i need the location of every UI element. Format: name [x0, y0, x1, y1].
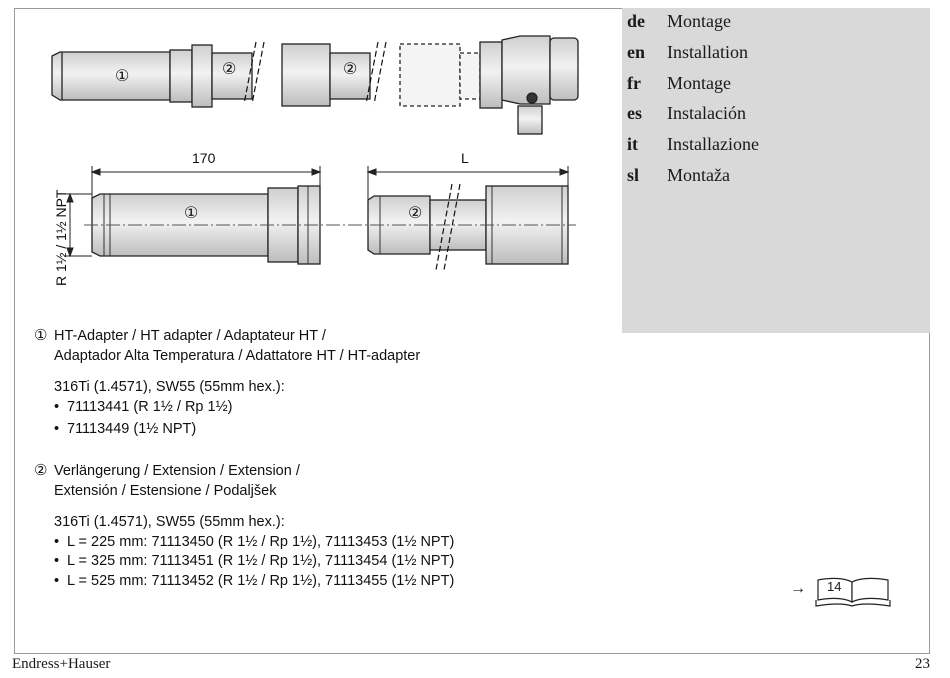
legend-title-line2: Extensión / Estensione / Podaljšek [54, 482, 277, 499]
language-code: de [627, 11, 645, 31]
housing-cover [550, 38, 578, 100]
language-title: Montaža [667, 164, 730, 185]
arrow-head [560, 169, 568, 175]
page-reference-number: 14 [827, 579, 842, 594]
adapter-hex-nut [192, 45, 212, 107]
adapter-collar [170, 50, 192, 102]
language-title: Installation [667, 41, 748, 62]
marker-2-dim: ② [408, 205, 423, 222]
language-title: Montage [667, 72, 731, 93]
assembly-view [52, 36, 578, 134]
cable-gland [518, 106, 542, 134]
ground-screw [527, 93, 537, 103]
language-title: Installazione [667, 134, 759, 155]
legend-bullet: • L = 325 mm: 71113451 (R 1½ / Rp 1½), 71113454 (1½ NPT) [54, 552, 454, 572]
language-title: Montage [667, 11, 731, 31]
legend-bullet: • 71113441 (R 1½ / Rp 1½) [54, 398, 420, 418]
marker-2-top-a: ② [222, 61, 237, 78]
legend-bullet: • 71113449 (1½ NPT) [54, 420, 420, 440]
legend-material: 316Ti (1.4571), SW55 (55mm hex.): [54, 514, 285, 530]
legend-bullet: • L = 225 mm: 71113450 (R 1½ / Rp 1½), 71113453 (1½ NPT) [54, 533, 454, 553]
housing-body [502, 36, 550, 104]
legend-number: ② [34, 462, 48, 479]
language-code: es [627, 103, 642, 124]
marker-2-top-b: ② [343, 61, 358, 78]
housing-neck [480, 42, 502, 108]
language-code: sl [627, 164, 640, 185]
legend-bullets [34, 398, 420, 440]
legend-material: 316Ti (1.4571), SW55 (55mm hex.): [54, 379, 285, 395]
language-code: en [627, 41, 645, 62]
extension-dashed-neck [460, 53, 480, 99]
legend-number: ① [34, 327, 48, 344]
extension-dashed-nut [400, 44, 460, 106]
legend-title-line1: HT-Adapter / HT adapter / Adaptateur HT / [54, 328, 326, 344]
extension-hex-nut [282, 44, 330, 106]
dimension-label-170: 170 [192, 150, 216, 166]
ht-adapter-body [52, 52, 170, 100]
dimension-label-L: L [461, 150, 469, 166]
marker-1-dim: ① [184, 205, 199, 222]
language-code: fr [627, 72, 641, 93]
arrow-right-icon: → [790, 580, 806, 597]
footer-brand: Endress+Hauser [12, 656, 111, 672]
footer-page-number: 23 [915, 656, 930, 672]
legend-title [34, 326, 420, 347]
book-right-page [852, 578, 888, 602]
arrow-head [92, 169, 100, 175]
thread-dimension-label: R 1½ / 1½ NPT [53, 189, 69, 286]
legend-bullets [34, 533, 454, 592]
legend-item-1 [34, 326, 420, 440]
extension-dimension-view [368, 184, 568, 270]
language-code: it [627, 134, 638, 155]
legend-title [34, 461, 454, 482]
arrow-head [368, 169, 376, 175]
legend-title-line2: Adaptador Alta Temperatura / Adattatore HT / HT-adapter [54, 347, 421, 364]
arrow-head [312, 169, 320, 175]
legend-item-2 [34, 461, 454, 591]
marker-1-top: ① [115, 68, 130, 85]
legend-title-line1: Verlängerung / Extension / Extension / [54, 463, 300, 479]
language-title: Instalación [667, 103, 746, 124]
legend-bullet: • L = 525 mm: 71113452 (R 1½ / Rp 1½), 71113455 (1½ NPT) [54, 572, 454, 592]
